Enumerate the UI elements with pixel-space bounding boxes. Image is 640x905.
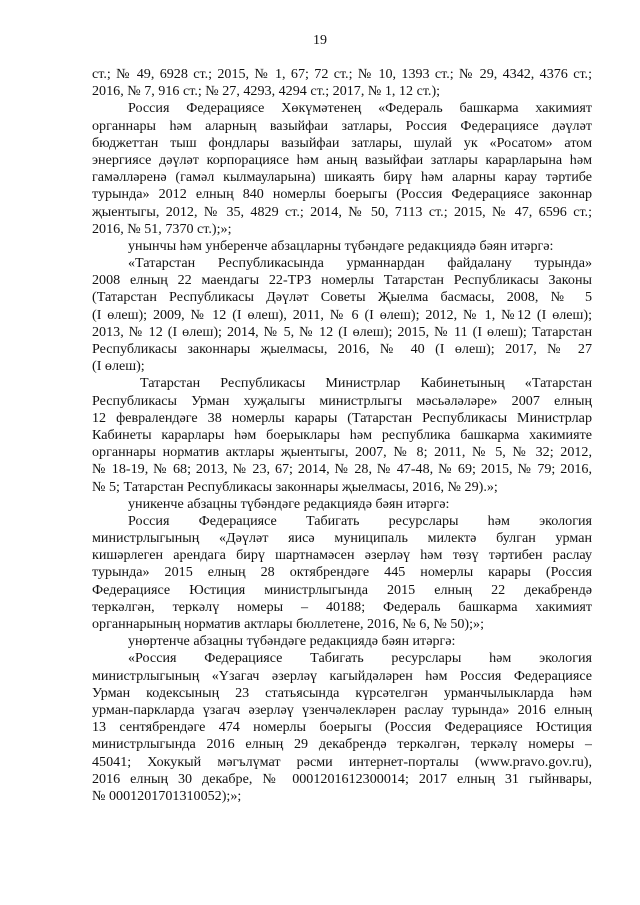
text-line: «Россия Федерациясе Табигать ресурслары һәм экология — [128, 650, 592, 667]
text-line: № 18-19, № 68; 2013, № 23, 67; 2014, № 28, № 47-48, № 69; 2015, № 79; 2016, — [92, 461, 592, 478]
text-line: Россия Федерациясе Табигать ресурслары һәм экология — [128, 512, 592, 529]
text-line: министрлыгында 2016 елның 29 декабрендә теркәлгән, теркәлү номеры – — [92, 736, 592, 753]
text-line: 2016 елның 30 декабре, № 0001201612300014; 2017 елның 31 гыйнвары, — [92, 770, 592, 787]
text-line: 2016, № 51, 7370 ст.);»; — [92, 220, 232, 237]
text-line: кишәрлеген арендага бирү шартнамәсен әзерләү һәм төзү тәртибен раслау — [92, 547, 592, 564]
text-line: (I өлеш); — [92, 358, 145, 375]
text-line: унынчы һәм унберенче абзацларны түбәндәге редакциядә бәян итәргә: — [128, 237, 554, 254]
text-line: Россия Федерациясе Хөкүмәтенең «Федераль башкарма хакимият — [128, 100, 592, 117]
text-line: (I өлеш); 2009, № 12 (I өлеш), 2011, № 6 (I өлеш); 2012, № 1, №12 (I өлеш); — [92, 306, 592, 323]
text-line: Татарстан Республикасы Министрлар Кабинетының «Татарстан — [140, 375, 592, 392]
text-line: Федерациясе Юстиция министрлыгында 2015 елның 22 декабрендә — [92, 581, 592, 598]
text-line: урман-паркларда үзагач әзерләү үзенчәлекләрен раслау турында» 2016 елның — [92, 701, 592, 718]
text-line: 13 сентябрендәге 474 номерлы боерыгы (Россия Федерациясе Юстиция — [92, 719, 592, 736]
text-line: уникенче абзацны түбәндәге редакциядә бәян итәргә: — [128, 495, 450, 512]
text-line: № 0001201701310052);»; — [92, 787, 242, 804]
text-line: җыентыгы, 2012, № 35, 4829 ст.; 2014, № 50, 7113 ст.; 2015, № 47, 6596 ст.; — [92, 203, 592, 220]
text-line: органнары һәм аларның вазыйфаи затлары, Россия Федерациясе дәүләт — [92, 117, 592, 134]
text-line: органнарының норматив актлары бюллетене, 2016, № 6, № 50);»; — [92, 616, 484, 632]
text-line: ст.; № 49, 6928 ст.; 2015, № 1, 67; 72 ст.; № 10, 1393 ст.; № 29, 4342, 4376 ст.; — [92, 66, 592, 82]
text-line: турында» 2012 елның 840 номерлы боерыгы (Россия Федерациясе законнар — [92, 186, 592, 203]
text-line: бюджеттан тыш фондлары вазыйфаи затлары, шулай ук «Росатом» атом — [92, 134, 592, 151]
text-line: 45041; Хокукый мәгълүмат рәсми интернет-порталы (www.pravo.gov.ru), — [92, 753, 592, 770]
text-line: энергиясе дәүләт корпорациясе һәм аның вазыйфаи затлары карарларына һәм — [92, 151, 592, 168]
text-line: «Татарстан Республикасында урманнардан файдалану турында» — [128, 255, 592, 272]
text-line: унөртенче абзацны түбәндәге редакциядә бәян итәргә: — [128, 633, 456, 650]
text-line: 12 февралендәге 38 номерлы карары (Татарстан Республикасы Министрлар — [92, 409, 592, 426]
text-line: 2016, № 7, 916 ст.; № 27, 4293, 4294 ст.; 2017, № 1, 12 ст.); — [92, 83, 441, 100]
text-line: теркәлгән, теркәлү номеры – 40188; Федераль башкарма хакимият — [92, 598, 592, 615]
text-line: 2008 елның 22 маендагы 22-ТРЗ номерлы Татарстан Республикасы Законы — [92, 272, 592, 289]
text-line: (Татарстан Республикасы Дәүләт Советы Җыелма басмасы, 2008, № 5 — [92, 289, 592, 306]
text-line: гамәлләренә (гамәл кылмауларына) шикаять бирү һәм аларны карау тәртибе — [92, 169, 592, 186]
text-line: Кабинеты карарлары һәм боерыклары һәм республика башкарма хакимияте — [92, 426, 592, 443]
text-line: Урман кодексының 23 статьясында күрсәтелгән урманчылыкларда һәм — [92, 684, 592, 701]
document-body — [92, 66, 592, 805]
text-line: турында» 2015 елның 28 октябрендәге 445 номерлы карары (Россия — [92, 564, 592, 581]
text-line: Республикасы законнары җыелмасы, 2016, № 40 (I өлеш); 2017, № 27 — [92, 341, 592, 357]
text-line: органнары норматив актлары җыентыгы, 2007, № 8; 2011, № 5, № 32; 2012, — [92, 444, 592, 461]
text-line: № 5; Татарстан Республикасы законнары җыелмасы, 2016, № 29).»; — [92, 478, 498, 495]
text-line: 2013, № 12 (I өлеш); 2014, № 5, № 12 (I өлеш); 2015, № 11 (I өлеш); Татарстан — [92, 323, 592, 340]
text-line: Республикасы Урман хуҗалыгы министрлыгы мәсьәләләре» 2007 елның — [92, 392, 592, 409]
page-number: 19 — [313, 33, 327, 48]
text-line: министрлыгының «Дәүләт яисә муниципаль милектә булган урман — [92, 530, 592, 547]
text-line: министрлыгының «Үзагач әзерләү кагыйдәләрен һәм Россия Федерациясе — [92, 667, 592, 684]
